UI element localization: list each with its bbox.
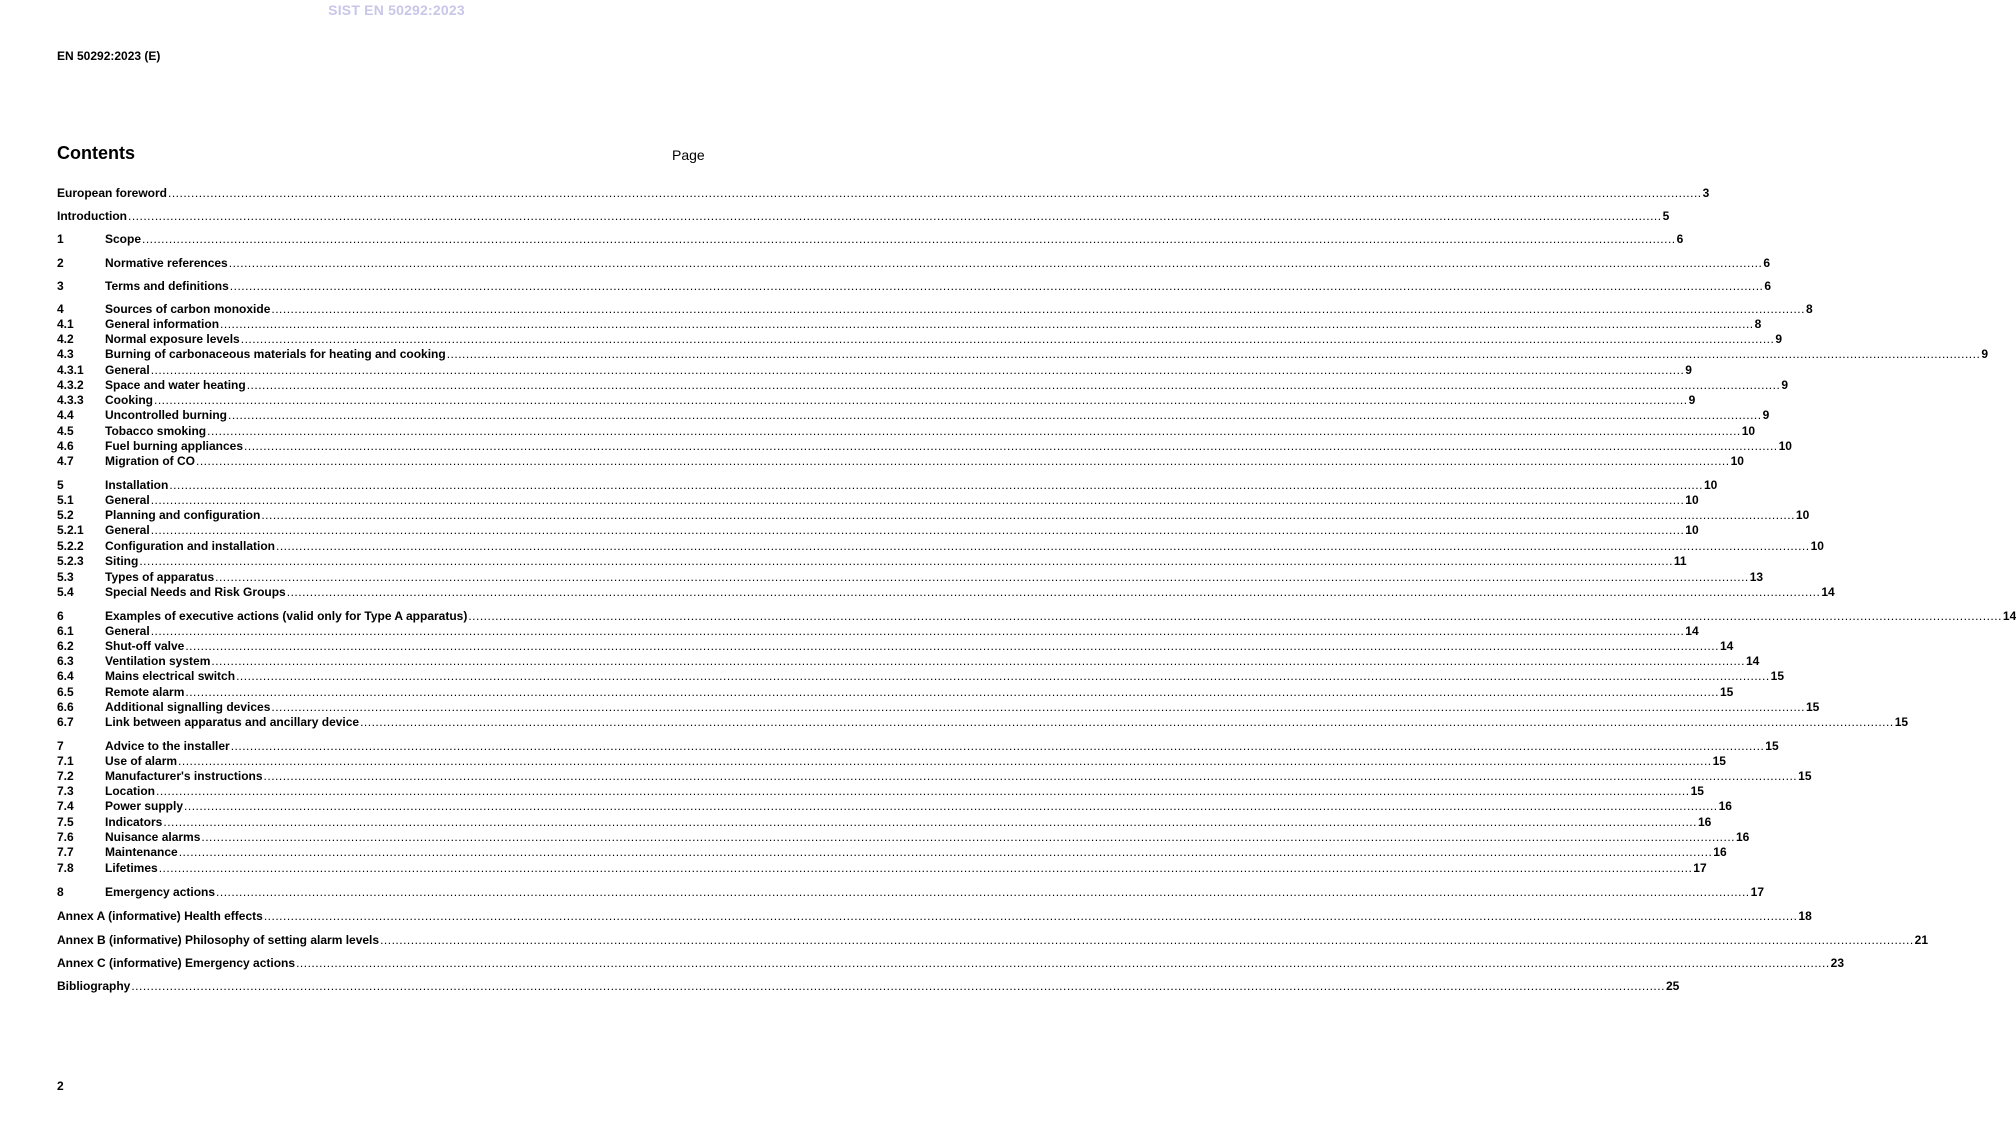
toc-dot-leader: ................................................................................................................................................................................................................................................................................................................................................................................................................ <box>211 654 1745 668</box>
toc-entry-title: Additional signalling devices <box>105 700 271 714</box>
toc-entry-number: 5.2.3 <box>57 554 84 568</box>
toc-entry-number: 5.3 <box>57 570 74 584</box>
toc-entry-title: Mains electrical switch <box>105 669 236 683</box>
toc-entry-page: 9 <box>1781 378 1788 392</box>
toc-entry-number: 5 <box>57 478 64 492</box>
toc-entry-number: 4.3.2 <box>57 378 84 392</box>
toc-dot-leader: ................................................................................................................................................................................................................................................................................................................................................................................................................ <box>207 424 1741 438</box>
toc-dot-leader: ................................................................................................................................................................................................................................................................................................................................................................................................................ <box>236 669 1770 683</box>
toc-dot-leader: ................................................................................................................................................................................................................................................................................................................................................................................................................ <box>263 769 1798 783</box>
toc-entry[interactable] <box>57 583 1835 599</box>
toc-entry[interactable] <box>57 568 1764 584</box>
toc-entry-page: 16 <box>1697 815 1712 829</box>
toc-entry-page: 8 <box>1805 302 1813 316</box>
toc-entry-number: 4.7 <box>57 454 74 468</box>
toc-entry-title: Lifetimes <box>105 861 158 875</box>
toc-entry-title: Annex C (informative) Emergency actions <box>57 956 296 970</box>
toc-entry-title: Remote alarm <box>105 685 185 699</box>
toc-entry[interactable] <box>57 422 1756 438</box>
toc-entry-page: 17 <box>1750 885 1764 899</box>
toc-entry-number: 7.5 <box>57 815 74 829</box>
toc-entry-title: Planning and configuration <box>105 508 261 522</box>
toc-entry-title: General <box>105 493 150 507</box>
toc-entry-page: 10 <box>1703 478 1718 492</box>
toc-entry[interactable] <box>57 345 1988 361</box>
toc-dot-leader: ................................................................................................................................................................................................................................................................................................................................................................................................................ <box>228 408 1762 422</box>
toc-entry-title: Special Needs and Risk Groups <box>105 585 286 599</box>
toc-entry[interactable] <box>57 683 1734 699</box>
page-number: 2 <box>57 1079 64 1093</box>
toc-entry-title: General <box>105 523 150 537</box>
toc-entry[interactable] <box>57 713 1909 729</box>
toc-entry-page: 10 <box>1730 454 1744 468</box>
watermark: SIST EN 50292:2023 <box>328 2 465 18</box>
toc-entry-page: 15 <box>1719 685 1734 699</box>
toc-dot-leader: ................................................................................................................................................................................................................................................................................................................................................................................................................ <box>169 478 1703 492</box>
toc-entry-page: 15 <box>1765 739 1779 753</box>
toc-entry-page: 5 <box>1662 209 1670 223</box>
toc-entry-page: 15 <box>1712 754 1726 768</box>
toc-entry[interactable] <box>57 537 1824 553</box>
toc-entry-page: 16 <box>1713 845 1727 859</box>
toc-entry-page: 14 <box>1821 585 1835 599</box>
toc-entry-title: Nuisance alarms <box>105 830 201 844</box>
toc-entry-number: 4.2 <box>57 332 74 346</box>
toc-entry-number: 3 <box>57 279 64 293</box>
toc-entry-title: Advice to the installer <box>105 739 230 753</box>
toc-dot-leader: ................................................................................................................................................................................................................................................................................................................................................................................................................ <box>201 830 1735 844</box>
toc-entry-number: 8 <box>57 885 64 899</box>
toc-entry-page: 15 <box>1798 769 1812 783</box>
toc-dot-leader: ................................................................................................................................................................................................................................................................................................................................................................................................................ <box>229 279 1764 293</box>
toc-entry[interactable] <box>57 552 1687 568</box>
toc-entry[interactable] <box>57 843 1727 859</box>
toc-dot-leader: ................................................................................................................................................................................................................................................................................................................................................................................................................ <box>216 885 1750 899</box>
toc-entry-page: 15 <box>1690 784 1704 798</box>
toc-entry-title: Bibliography <box>57 979 131 993</box>
toc-entry[interactable] <box>57 254 1771 270</box>
toc-entry-number: 5.2 <box>57 508 74 522</box>
toc-entry-title: Maintenance <box>105 845 178 859</box>
toc-entry-page: 14 <box>1685 624 1699 638</box>
toc-entry-number: 7.2 <box>57 769 74 783</box>
toc-entry-page: 16 <box>1735 830 1750 844</box>
toc-entry-page: 11 <box>1673 554 1687 568</box>
toc-entry-number: 6.3 <box>57 654 74 668</box>
toc-entry[interactable] <box>57 954 1845 970</box>
toc-entry-number: 4.6 <box>57 439 74 453</box>
toc-entry-title: Normal exposure levels <box>105 332 240 346</box>
toc-entry-number: 7.1 <box>57 754 74 768</box>
toc-entry-title: General information <box>105 317 220 331</box>
toc-entry-title: Use of alarm <box>105 754 178 768</box>
toc-dot-leader: ................................................................................................................................................................................................................................................................................................................................................................................................................ <box>296 956 1830 970</box>
toc-dot-leader: ................................................................................................................................................................................................................................................................................................................................................................................................................ <box>276 539 1810 553</box>
toc-dot-leader: ................................................................................................................................................................................................................................................................................................................................................................................................................ <box>131 979 1665 993</box>
toc-dot-leader: ................................................................................................................................................................................................................................................................................................................................................................................................................ <box>185 685 1719 699</box>
toc-entry[interactable] <box>57 476 1718 492</box>
toc-entry[interactable] <box>57 376 1788 392</box>
toc-dot-leader: ................................................................................................................................................................................................................................................................................................................................................................................................................ <box>178 754 1712 768</box>
toc-entry-page: 10 <box>1778 439 1792 453</box>
toc-entry[interactable] <box>57 813 1712 829</box>
toc-dot-leader: ................................................................................................................................................................................................................................................................................................................................................................................................................ <box>244 439 1778 453</box>
toc-entry-page: 10 <box>1741 424 1756 438</box>
contents-title: Contents <box>57 143 135 163</box>
toc-entry-number: 7.3 <box>57 784 74 798</box>
toc-entry-number: 6.6 <box>57 700 74 714</box>
toc-entry-title: Manufacturer's instructions <box>105 769 263 783</box>
toc-entry-title: Tobacco smoking <box>105 424 207 438</box>
toc-dot-leader: ................................................................................................................................................................................................................................................................................................................................................................................................................ <box>360 715 1894 729</box>
toc-entry[interactable] <box>57 859 1707 875</box>
toc-dot-leader: ................................................................................................................................................................................................................................................................................................................................................................................................................ <box>286 585 1821 599</box>
toc-entry-number: 2 <box>57 256 64 270</box>
toc-entry-number: 6.4 <box>57 669 74 683</box>
toc-entry-title: Terms and definitions <box>105 279 229 293</box>
toc-entry-page: 10 <box>1685 523 1699 537</box>
toc-entry-number: 6.7 <box>57 715 74 729</box>
toc-entry-page: 9 <box>1762 408 1770 422</box>
toc-entry[interactable] <box>57 752 1726 768</box>
toc-entry[interactable] <box>57 883 1764 899</box>
toc-entry-page: 14 <box>1745 654 1760 668</box>
toc-entry-title: Migration of CO <box>105 454 195 468</box>
toc-entry[interactable] <box>57 607 2016 623</box>
toc-entry-number: 5.2.1 <box>57 523 84 537</box>
toc-dot-leader: ................................................................................................................................................................................................................................................................................................................................................................................................................ <box>263 909 1798 923</box>
toc-entry-title: Siting <box>105 554 139 568</box>
toc-dot-leader: ................................................................................................................................................................................................................................................................................................................................................................................................................ <box>150 624 1685 638</box>
toc-entry-number: 4 <box>57 302 64 316</box>
toc-dot-leader: ................................................................................................................................................................................................................................................................................................................................................................................................................ <box>158 861 1693 875</box>
toc-entry-page: 21 <box>1914 933 1929 947</box>
toc-dot-leader: ................................................................................................................................................................................................................................................................................................................................................................................................................ <box>380 933 1914 947</box>
toc-dot-leader: ................................................................................................................................................................................................................................................................................................................................................................................................................ <box>168 186 1702 200</box>
toc-dot-leader: ................................................................................................................................................................................................................................................................................................................................................................................................................ <box>163 815 1697 829</box>
toc-entry[interactable] <box>57 622 1699 638</box>
toc-entry-number: 6.2 <box>57 639 74 653</box>
toc-dot-leader: ................................................................................................................................................................................................................................................................................................................................................................................................................ <box>230 739 1765 753</box>
toc-entry-title: Annex A (informative) Health effects <box>57 909 263 923</box>
toc-entry-page: 25 <box>1665 979 1680 993</box>
toc-dot-leader: ................................................................................................................................................................................................................................................................................................................................................................................................................ <box>240 332 1775 346</box>
toc-entry-title: Annex B (informative) Philosophy of setting alarm levels <box>57 933 380 947</box>
toc-entry-number: 5.2.2 <box>57 539 84 553</box>
toc-dot-leader: ................................................................................................................................................................................................................................................................................................................................................................................................................ <box>228 256 1763 270</box>
toc-entry[interactable] <box>57 361 1692 377</box>
toc-entry-number: 1 <box>57 232 64 246</box>
toc-entry-number: 6.5 <box>57 685 74 699</box>
toc-entry-title: General <box>105 363 150 377</box>
toc-entry-page: 10 <box>1810 539 1824 553</box>
toc-entry-number: 7.6 <box>57 830 74 844</box>
toc-entry-page: 6 <box>1764 279 1772 293</box>
toc-entry-number: 4.5 <box>57 424 74 438</box>
toc-dot-leader: ................................................................................................................................................................................................................................................................................................................................................................................................................ <box>246 378 1781 392</box>
toc-entry-title: Installation <box>105 478 169 492</box>
toc-entry[interactable] <box>57 506 1810 522</box>
toc-entry[interactable] <box>57 315 1762 331</box>
toc-entry-title: European foreword <box>57 186 168 200</box>
toc-entry-number: 6 <box>57 609 64 623</box>
toc-entry-title: Types of apparatus <box>105 570 215 584</box>
toc-entry[interactable] <box>57 277 1772 293</box>
toc-entry[interactable] <box>57 391 1696 407</box>
toc-entry-page: 18 <box>1798 909 1812 923</box>
toc-entry-page: 17 <box>1693 861 1707 875</box>
toc-entry-title: Cooking <box>105 393 153 407</box>
toc-entry-title: Burning of carbonaceous materials for heating and cooking <box>105 347 446 361</box>
toc-entry-number: 7.4 <box>57 799 74 813</box>
toc-entry-title: Power supply <box>105 799 184 813</box>
toc-entry-title: Configuration and installation <box>105 539 275 553</box>
toc-entry-title: Shut-off valve <box>105 639 185 653</box>
toc-entry-number: 7.7 <box>57 845 74 859</box>
toc-entry-number: 4.3.3 <box>57 393 84 407</box>
toc-entry[interactable] <box>57 207 1670 223</box>
toc-entry-page: 3 <box>1702 186 1710 200</box>
toc-entry-title: General <box>105 624 150 638</box>
toc-entry-title: Link between apparatus and ancillary device <box>105 715 360 729</box>
toc-entry[interactable] <box>57 667 1785 683</box>
toc-entry-title: Examples of executive actions (valid only for Type A apparatus) <box>105 609 468 623</box>
toc-dot-leader: ................................................................................................................................................................................................................................................................................................................................................................................................................ <box>127 209 1662 223</box>
toc-dot-leader: ................................................................................................................................................................................................................................................................................................................................................................................................................ <box>150 493 1685 507</box>
toc-entry-number: 6.1 <box>57 624 74 638</box>
toc-entry[interactable] <box>57 330 1783 346</box>
toc-entry-page: 15 <box>1805 700 1820 714</box>
page-column-label: Page <box>672 147 705 163</box>
toc-entry[interactable] <box>57 698 1820 714</box>
toc-entry[interactable] <box>57 828 1750 844</box>
toc-entry[interactable] <box>57 637 1734 653</box>
toc-entry[interactable] <box>57 491 1699 507</box>
toc-entry-title: Ventilation system <box>105 654 211 668</box>
toc-entry-number: 7 <box>57 739 64 753</box>
toc-entry[interactable] <box>57 521 1699 537</box>
toc-dot-leader: ................................................................................................................................................................................................................................................................................................................................................................................................................ <box>215 570 1749 584</box>
toc-entry-page: 9 <box>1688 393 1696 407</box>
toc-entry[interactable] <box>57 931 1929 947</box>
toc-entry-number: 4.3 <box>57 347 74 361</box>
toc-entry-title: Location <box>105 784 155 798</box>
toc-entry-title: Uncontrolled burning <box>105 408 227 422</box>
toc-entry-number: 7.8 <box>57 861 74 875</box>
toc-entry[interactable] <box>57 652 1760 668</box>
toc-entry-page: 16 <box>1718 799 1732 813</box>
toc-entry-number: 4.1 <box>57 317 74 331</box>
toc-entry-page: 10 <box>1795 508 1810 522</box>
toc-entry-page: 15 <box>1894 715 1909 729</box>
toc-dot-leader: ................................................................................................................................................................................................................................................................................................................................................................................................................ <box>271 302 1805 316</box>
toc-entry[interactable] <box>57 300 1813 316</box>
toc-dot-leader: ................................................................................................................................................................................................................................................................................................................................................................................................................ <box>156 784 1690 798</box>
toc-dot-leader: ................................................................................................................................................................................................................................................................................................................................................................................................................ <box>184 799 1718 813</box>
toc-entry-page: 23 <box>1830 956 1845 970</box>
toc-entry[interactable] <box>57 767 1812 783</box>
toc-entry-page: 15 <box>1770 669 1785 683</box>
toc-entry-page: 6 <box>1676 232 1684 246</box>
toc-entry-title: Fuel burning appliances <box>105 439 244 453</box>
toc-entry-page: 14 <box>1719 639 1734 653</box>
toc-entry-page: 9 <box>1685 363 1692 377</box>
toc-entry-page: 10 <box>1685 493 1699 507</box>
toc-entry-title: Normative references <box>105 256 228 270</box>
toc-entry[interactable] <box>57 782 1704 798</box>
toc-entry[interactable] <box>57 452 1744 468</box>
toc-dot-leader: ................................................................................................................................................................................................................................................................................................................................................................................................................ <box>178 845 1713 859</box>
toc-entry-page: 8 <box>1754 317 1762 331</box>
toc-entry-page: 13 <box>1749 570 1764 584</box>
toc-entry[interactable] <box>57 230 1684 246</box>
toc-entry[interactable] <box>57 406 1770 422</box>
toc-entry-number: 4.3.1 <box>57 363 84 377</box>
toc-entry[interactable] <box>57 797 1732 813</box>
toc-entry-title: Sources of carbon monoxide <box>105 302 271 316</box>
toc-entry[interactable] <box>57 437 1792 453</box>
toc-entry-title: Scope <box>105 232 142 246</box>
toc-entry[interactable] <box>57 184 1710 200</box>
toc-dot-leader: ................................................................................................................................................................................................................................................................................................................................................................................................................ <box>196 454 1730 468</box>
toc-entry-title: Indicators <box>105 815 163 829</box>
toc-entry-number: 5.4 <box>57 585 74 599</box>
toc-dot-leader: ................................................................................................................................................................................................................................................................................................................................................................................................................ <box>468 609 2002 623</box>
toc-entry[interactable] <box>57 977 1680 993</box>
toc-entry[interactable] <box>57 907 1812 923</box>
toc-entry-page: 6 <box>1763 256 1771 270</box>
toc-dot-leader: ................................................................................................................................................................................................................................................................................................................................................................................................................ <box>185 639 1719 653</box>
toc-dot-leader: ................................................................................................................................................................................................................................................................................................................................................................................................................ <box>139 554 1673 568</box>
toc-entry-number: 4.4 <box>57 408 74 422</box>
toc-dot-leader: ................................................................................................................................................................................................................................................................................................................................................................................................................ <box>271 700 1805 714</box>
toc-dot-leader: ................................................................................................................................................................................................................................................................................................................................................................................................................ <box>220 317 1754 331</box>
toc-dot-leader: ................................................................................................................................................................................................................................................................................................................................................................................................................ <box>154 393 1688 407</box>
toc-entry-page: 14 <box>2002 609 2016 623</box>
toc-entry-page: 9 <box>1981 347 1988 361</box>
document-id: EN 50292:2023 (E) <box>57 49 161 63</box>
toc-entry-title: Space and water heating <box>105 378 246 392</box>
toc-dot-leader: ................................................................................................................................................................................................................................................................................................................................................................................................................ <box>150 523 1685 537</box>
toc-dot-leader: ................................................................................................................................................................................................................................................................................................................................................................................................................ <box>261 508 1795 522</box>
toc-dot-leader: ................................................................................................................................................................................................................................................................................................................................................................................................................ <box>150 363 1685 377</box>
toc-entry-page: 9 <box>1775 332 1783 346</box>
toc-entry-number: 5.1 <box>57 493 74 507</box>
toc-entry-title: Introduction <box>57 209 127 223</box>
toc-entry[interactable] <box>57 737 1779 753</box>
toc-dot-leader: ................................................................................................................................................................................................................................................................................................................................................................................................................ <box>446 347 1981 361</box>
toc-entry-title: Emergency actions <box>105 885 216 899</box>
toc-dot-leader: ................................................................................................................................................................................................................................................................................................................................................................................................................ <box>142 232 1676 246</box>
